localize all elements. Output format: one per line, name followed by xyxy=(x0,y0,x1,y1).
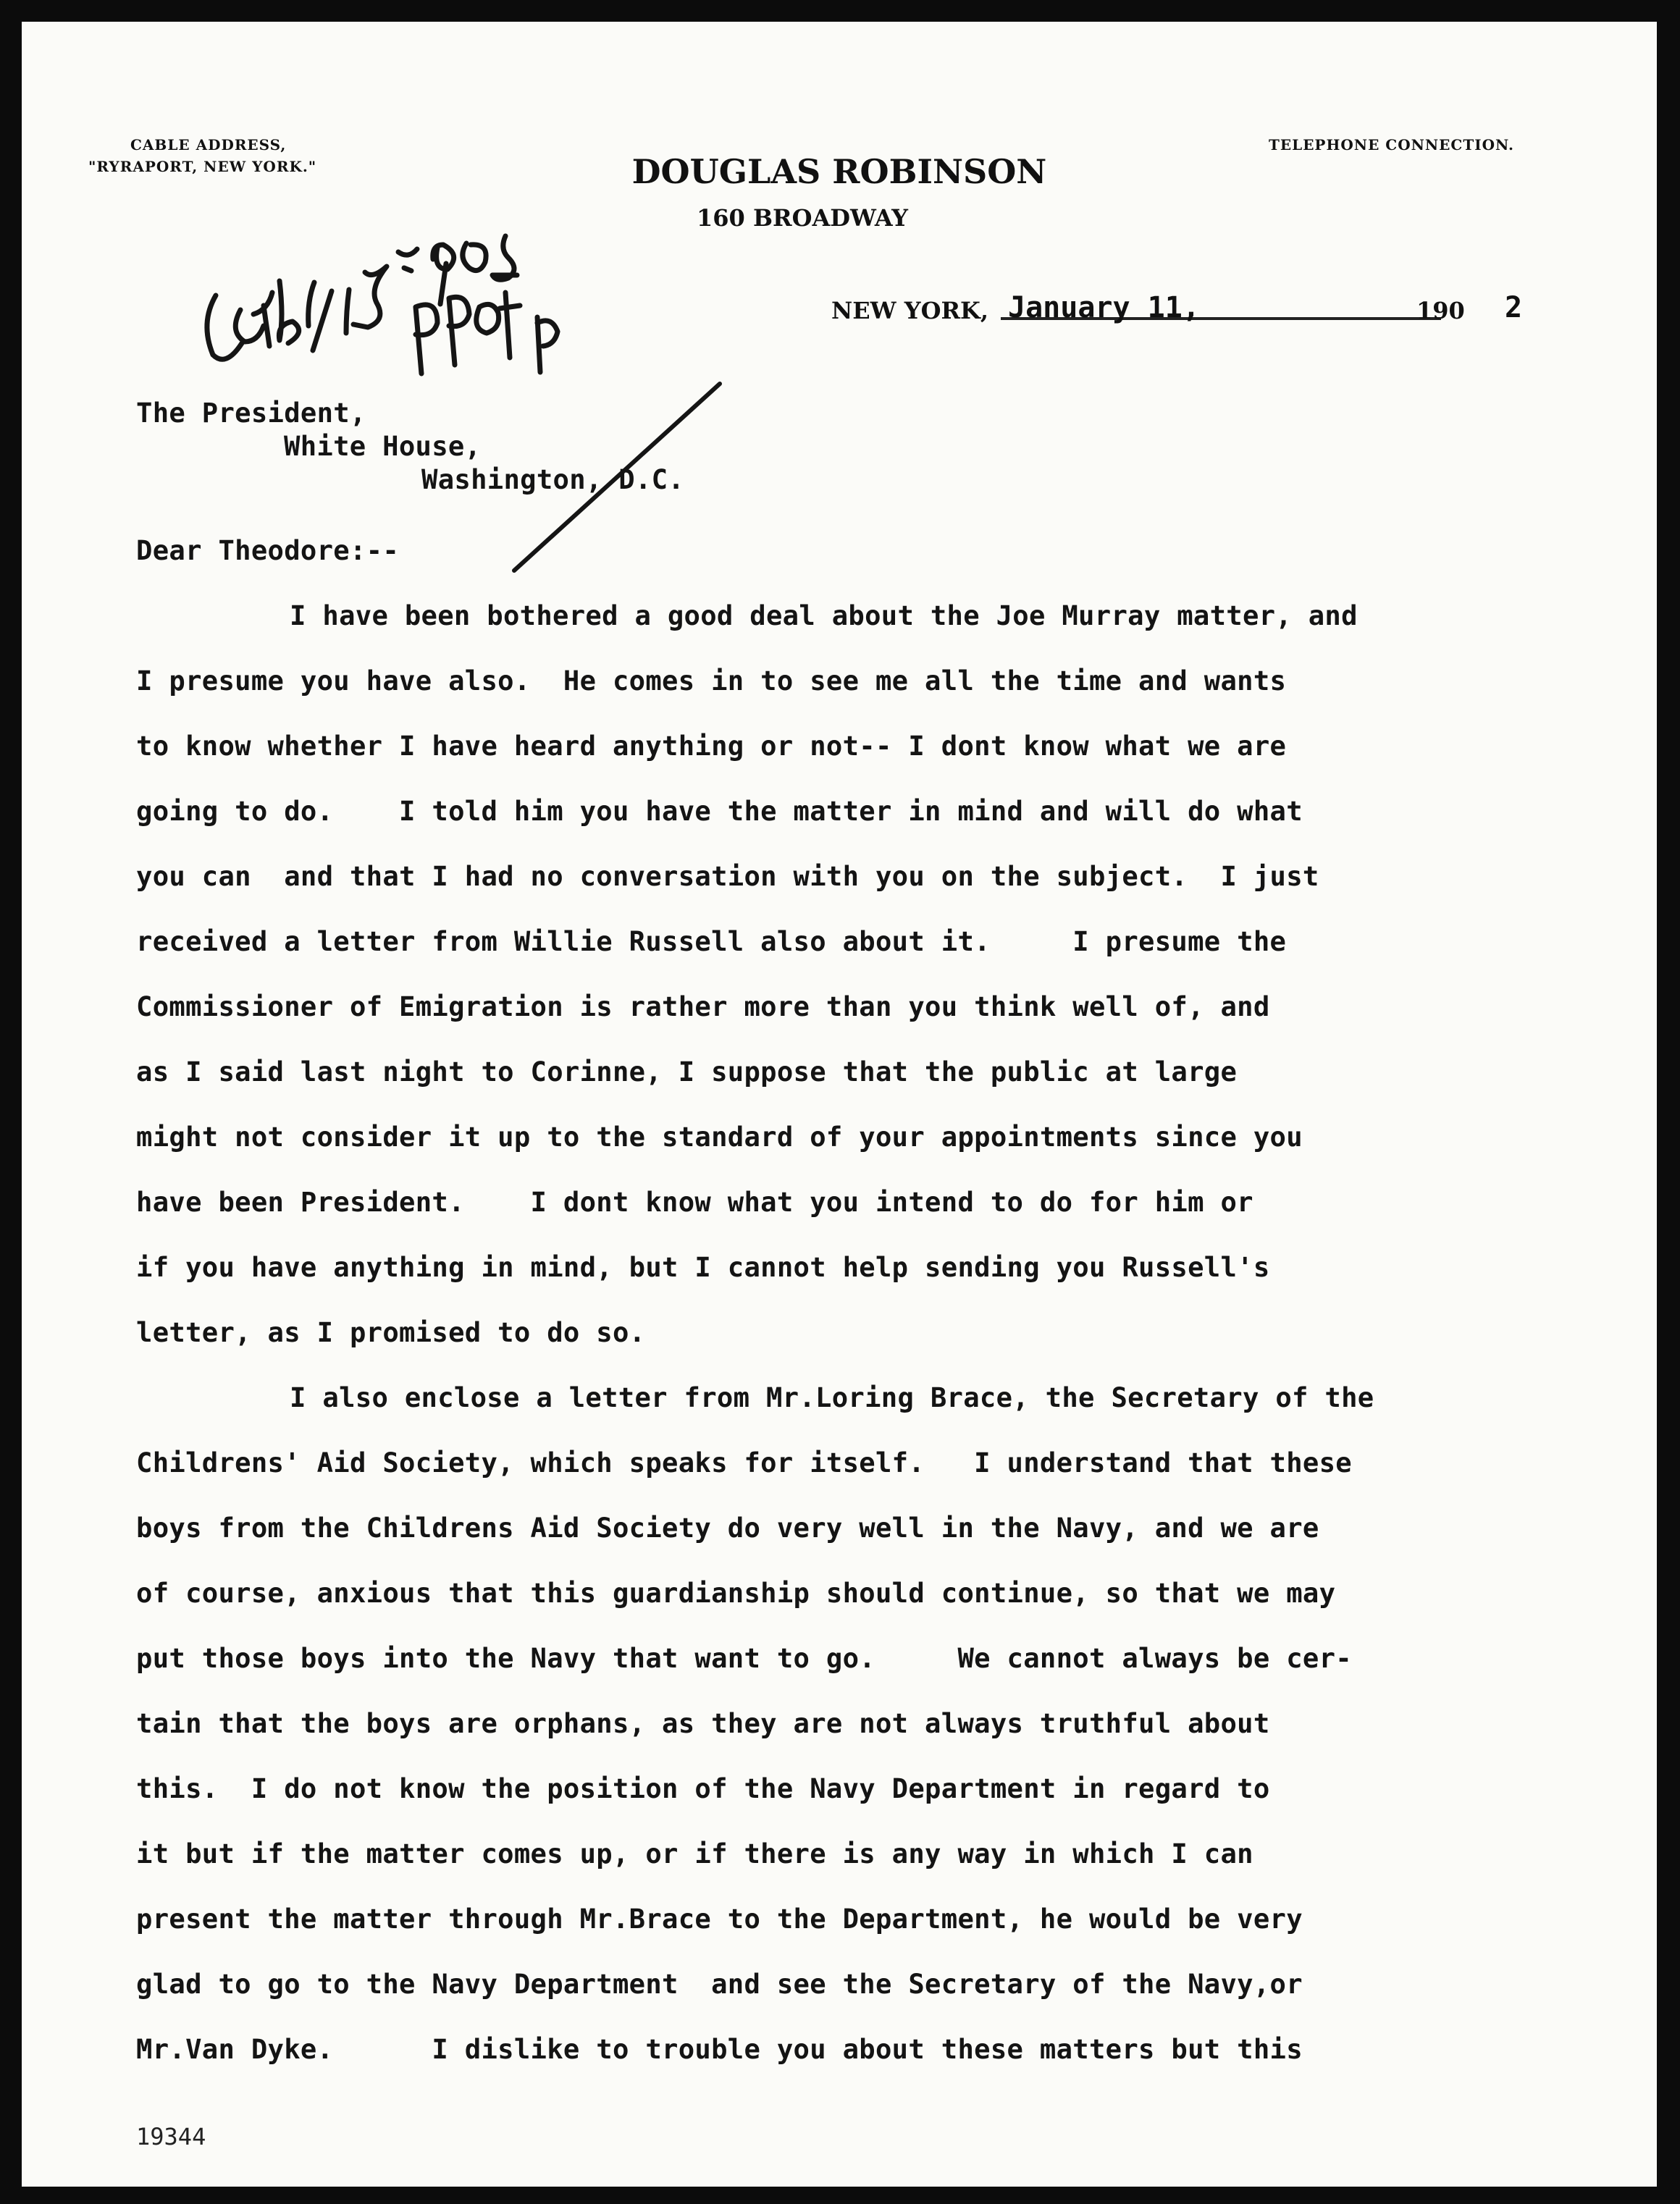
body-line: received a letter from Willie Russell also about it. I presume the xyxy=(136,925,1287,957)
body-line: present the matter through Mr.Brace to the Department, he would be very xyxy=(136,1903,1303,1935)
body-line: I also enclose a letter from Mr.Loring Brace, the Secretary of the xyxy=(290,1381,1374,1413)
body-line: to know whether I have heard anything or not-- I dont know what we are xyxy=(136,730,1287,762)
body-line: it but if the matter comes up, or if there is any way in which I can xyxy=(136,1838,1253,1869)
cable-address-value: "RYRAPORT, NEW YORK." xyxy=(88,158,317,175)
handwritten-annotation xyxy=(22,22,1657,601)
body-line: I presume you have also. He comes in to see me all the time and wants xyxy=(136,665,1287,697)
body-line: I have been bothered a good deal about the Joe Murray matter, and xyxy=(290,600,1358,631)
body-line: tain that the boys are orphans, as they are not always truthful about xyxy=(136,1707,1270,1739)
dateline-date: January 11, xyxy=(1008,291,1200,324)
body-line: letter, as I promised to do so. xyxy=(136,1316,646,1348)
recipient-line-3: Washington, D.C. xyxy=(421,463,685,495)
body-line: going to do. I told him you have the matter in mind and will do what xyxy=(136,795,1303,827)
body-line: glad to go to the Navy Department and see the Secretary of the Navy,or xyxy=(136,1968,1303,2000)
body-line: might not consider it up to the standard of your appointments since you xyxy=(136,1121,1303,1153)
letterhead-name: DOUGLAS ROBINSON xyxy=(631,152,1047,191)
body-line: Mr.Van Dyke. I dislike to trouble you about these matters but this xyxy=(136,2033,1303,2065)
telephone-connection: TELEPHONE CONNECTION. xyxy=(1269,136,1514,153)
document-number: 19344 xyxy=(136,2123,206,2150)
recipient-line-1: The President, xyxy=(136,397,366,429)
body-line: if you have anything in mind, but I cannot help sending you Russell's xyxy=(136,1251,1270,1283)
body-line: as I said last night to Corinne, I suppose that the public at large xyxy=(136,1056,1238,1088)
body-line: Childrens' Aid Society, which speaks for itself. I understand that these xyxy=(136,1447,1352,1479)
dateline-year-suffix: 2 xyxy=(1505,291,1523,324)
body-line: of course, anxious that this guardianship should continue, so that we may xyxy=(136,1577,1336,1609)
body-line: you can and that I had no conversation with you on the subject. I just xyxy=(136,860,1319,892)
dateline-year-prefix: 190 xyxy=(1416,297,1465,324)
letterhead-address: 160 BROADWAY xyxy=(697,204,908,232)
body-line: boys from the Childrens Aid Society do very well in the Navy, and we are xyxy=(136,1512,1319,1544)
body-line: Commissioner of Emigration is rather more than you think well of, and xyxy=(136,990,1270,1022)
body-line: this. I do not know the position of the Navy Department in regard to xyxy=(136,1772,1270,1804)
salutation: Dear Theodore:-- xyxy=(136,534,400,566)
body-line: put those boys into the Navy that want to go. We cannot always be cer- xyxy=(136,1642,1352,1674)
letter-page xyxy=(22,22,1657,2187)
body-line: have been President. I dont know what you intend to do for him or xyxy=(136,1186,1253,1218)
dateline-city: NEW YORK, xyxy=(831,297,988,324)
recipient-line-2: White House, xyxy=(284,430,482,462)
cable-address-label: CABLE ADDRESS, xyxy=(130,136,287,153)
